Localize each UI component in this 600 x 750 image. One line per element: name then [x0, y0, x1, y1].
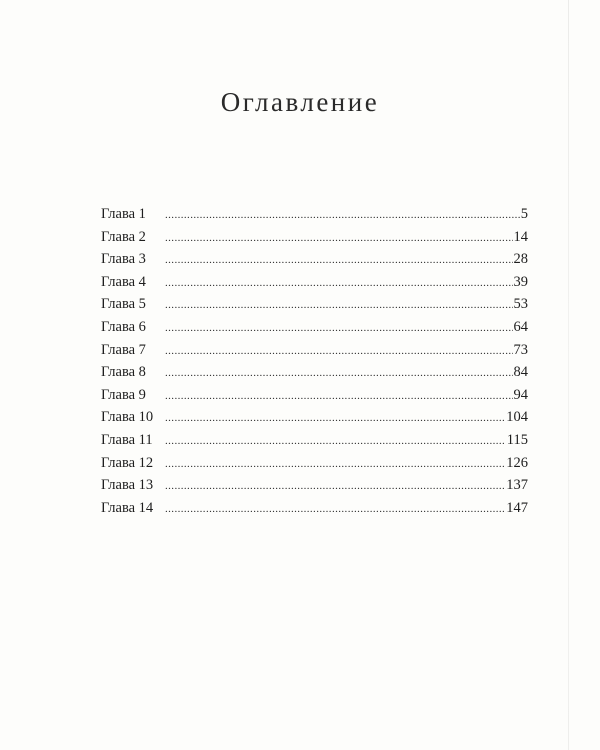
toc-entry[interactable] — [101, 384, 528, 407]
toc-entry-page: 84 — [513, 364, 528, 381]
toc-dot-leader — [165, 204, 520, 227]
toc-dot-leader — [165, 317, 513, 340]
toc-entry-page: 147 — [506, 499, 528, 516]
toc-entry-page: 64 — [513, 318, 528, 335]
toc-entry[interactable] — [101, 406, 528, 429]
toc-dot-leader — [165, 340, 513, 363]
toc-entry-page: 73 — [513, 341, 528, 358]
toc-entry-label: Глава 6 — [101, 318, 146, 335]
page-title: Оглавление — [220, 87, 380, 117]
toc-entry-page: 5 — [520, 206, 528, 222]
toc-entry-label: Глава 2 — [101, 228, 146, 245]
toc-entry[interactable] — [101, 452, 528, 475]
toc-entry-label: Глава 11 — [101, 431, 153, 448]
toc-entry-label: Глава 1 — [101, 206, 146, 222]
toc-entry-label: Глава 10 — [101, 409, 154, 426]
table-of-contents — [101, 203, 528, 519]
toc-dot-leader — [165, 294, 513, 317]
toc-entry-page: 39 — [513, 273, 528, 290]
toc-dot-leader — [165, 385, 513, 408]
toc-dot-leader — [165, 430, 506, 453]
toc-entry-label: Глава 7 — [101, 341, 146, 358]
toc-entry-page: 14 — [513, 228, 528, 245]
toc-entry[interactable] — [101, 226, 528, 249]
toc-entry-label: Глава 12 — [101, 454, 154, 471]
toc-dot-leader — [165, 227, 513, 250]
toc-entry[interactable] — [101, 361, 528, 384]
toc-entry-page: 28 — [513, 251, 528, 268]
toc-entry[interactable] — [101, 271, 528, 294]
toc-entry-label: Глава 9 — [101, 386, 146, 403]
toc-dot-leader — [165, 475, 505, 498]
toc-entry-label: Глава 4 — [101, 273, 146, 290]
toc-entry[interactable] — [101, 316, 528, 339]
toc-dot-leader — [165, 249, 513, 272]
toc-entry-page: 126 — [506, 454, 528, 471]
toc-dot-leader — [165, 272, 513, 295]
toc-entry-label: Глава 8 — [101, 364, 146, 381]
toc-entry-label: Глава 14 — [101, 499, 154, 516]
toc-dot-leader — [165, 498, 505, 521]
toc-dot-leader — [165, 453, 505, 476]
toc-entry[interactable] — [101, 203, 528, 226]
toc-entry-label: Глава 5 — [101, 296, 146, 313]
toc-entry[interactable] — [101, 248, 528, 271]
toc-dot-leader — [165, 362, 513, 385]
toc-entry-page: 115 — [506, 431, 528, 448]
toc-entry[interactable] — [101, 497, 528, 520]
toc-entry-page: 94 — [513, 386, 528, 403]
toc-entry[interactable] — [101, 293, 528, 316]
toc-entry-page: 53 — [513, 296, 528, 313]
toc-entry[interactable] — [101, 474, 528, 497]
toc-entry-page: 104 — [506, 409, 528, 426]
toc-entry-page: 137 — [506, 477, 528, 494]
toc-entry[interactable] — [101, 339, 528, 362]
toc-entry-label: Глава 13 — [101, 477, 154, 494]
toc-entry-label: Глава 3 — [101, 251, 146, 268]
toc-entry[interactable] — [101, 429, 528, 452]
toc-dot-leader — [165, 407, 505, 430]
